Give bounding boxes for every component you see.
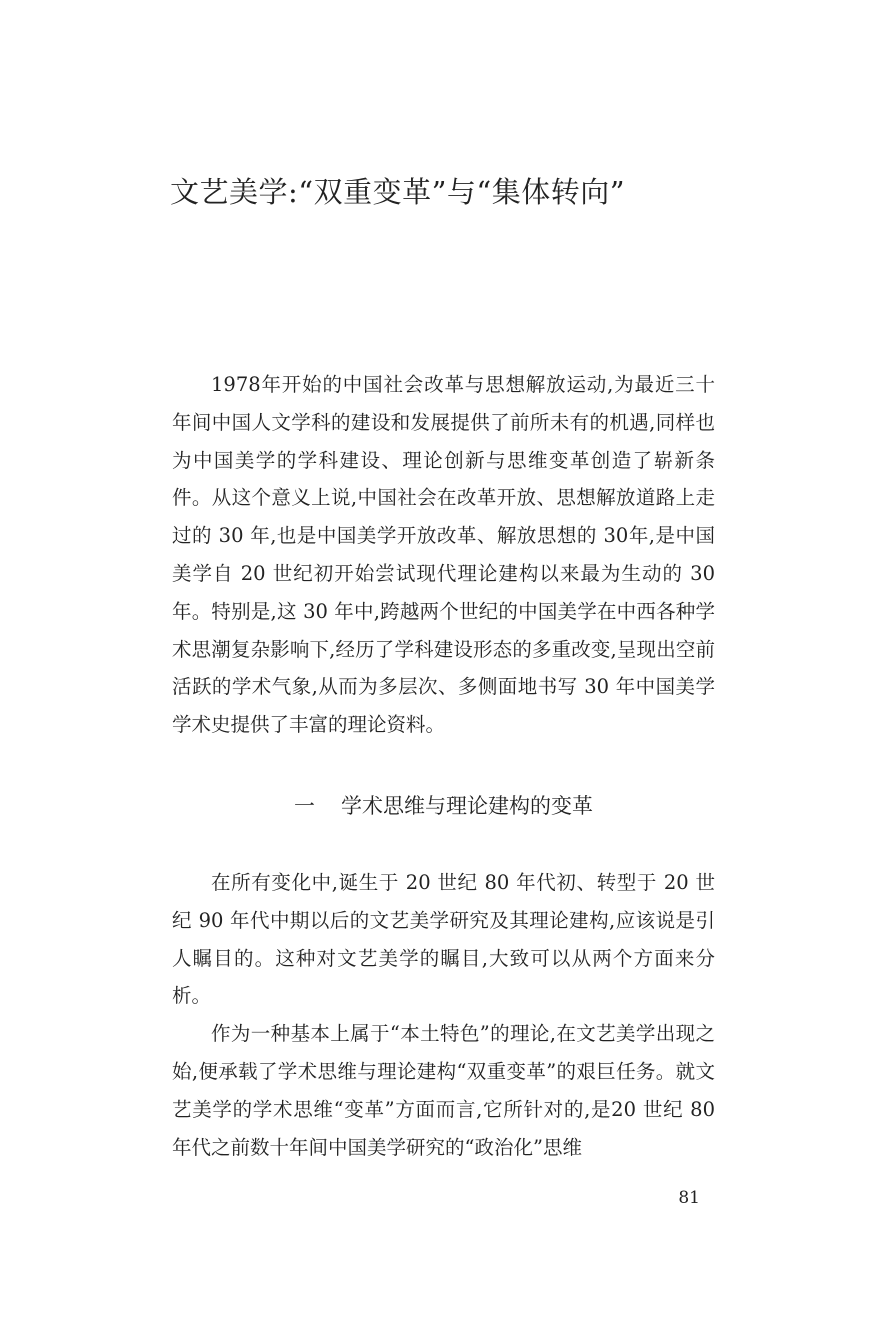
intro-section <box>172 366 715 744</box>
page-title: 文艺美学:“双重变革”与“集体转向” <box>170 175 626 209</box>
page-number: 81 <box>678 1188 700 1208</box>
section-body <box>172 864 715 1166</box>
body-paragraph: 作为一种基本上属于“本土特色”的理论,在文艺美学出现之始,便承载了学术思维与理论建构“双重变革”的艰巨任务。就文艺美学的学术思维“变革”方面而言,它所针对的,是20 世纪 80 年代之前数十年间中国美学研究的“政治化”思维 <box>172 1022 715 1159</box>
section-heading-text: 学术思维与理论建构的变革 <box>341 794 593 818</box>
body-paragraph: 在所有变化中,诞生于 20 世纪 80 年代初、转型于 20 世纪 90 年代中期以后的文艺美学研究及其理论建构,应该说是引人瞩目的。这种对文艺美学的瞩目,大致可以从两个方面来分析。 <box>172 871 715 1008</box>
intro-paragraph: 1978年开始的中国社会改革与思想解放运动,为最近三十年间中国人文学科的建设和发展提供了前所未有的机遇,同样也为中国美学的学科建设、理论创新与思维变革创造了崭新条件。从这个意义上说,中国社会在改革开放、思想解放道路上走过的 30 年,也是中国美学开放改革、解放思想的 30年,是中国美学自 20 世纪初开始尝试现代理论建构以来最为生动的 30 年。特别是,这 30 年中,跨越两个世纪的中国美学在中西各种学术思潮复杂影响下,经历了学科建设形态的多重改变,呈现出空前活跃的学术气象,从而为多层次、多侧面地书写 30 年中国美学学术史提供了丰富的理论资料。 <box>172 373 715 737</box>
section-heading <box>172 788 715 824</box>
section-number: 一 <box>294 794 315 818</box>
